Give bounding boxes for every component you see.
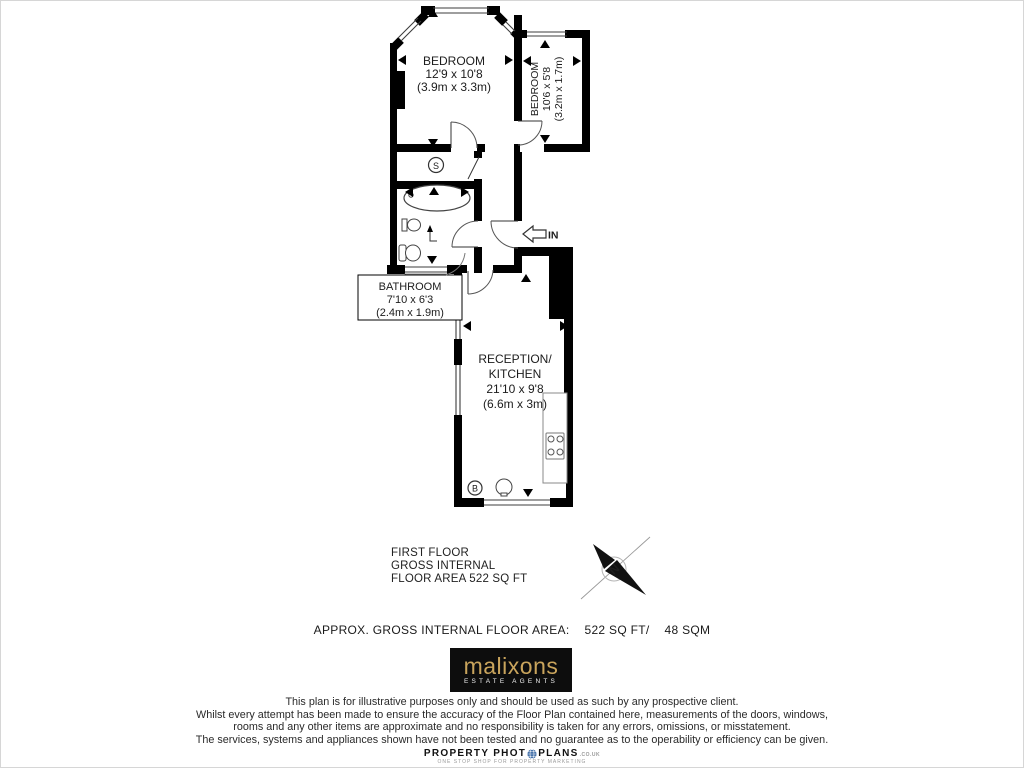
bathtub (404, 185, 470, 211)
svg-text:B: B (471, 483, 479, 494)
globe-icon (527, 749, 537, 759)
compass (581, 537, 650, 599)
disclaimer (1, 696, 1023, 747)
disclaimer-line4: The services, systems and appliances shown have not been tested and no guarantee as to the operability or efficiency can be given. (195, 734, 829, 747)
floor-summary (391, 547, 527, 587)
svg-text:(3.9m x 3.3m): (3.9m x 3.3m) (416, 80, 492, 94)
reception-label (478, 352, 552, 411)
bathroom-label (358, 253, 465, 320)
agency-subtitle: ESTATE AGENTS (463, 678, 559, 685)
door-swing-arrow (427, 225, 437, 241)
area-banner-metric: 48 SQM (664, 623, 711, 637)
entrance-arrow (523, 226, 559, 242)
svg-text:BEDROOM: BEDROOM (422, 54, 486, 68)
svg-text:RECEPTION/: RECEPTION/ (478, 352, 552, 366)
toilet (399, 245, 421, 261)
svg-text:(2.4m x 1.9m): (2.4m x 1.9m) (376, 307, 444, 319)
svg-text:(6.6m x 3m): (6.6m x 3m) (482, 397, 548, 411)
provider-logo (1, 748, 1023, 765)
agency-name: malixons (463, 653, 559, 679)
area-banner-imperial: 522 SQ FT/ (584, 623, 650, 637)
disclaimer-line1: This plan is for illustrative purposes only and should be used as such by any prospective client. (285, 696, 739, 708)
boiler-symbol (468, 481, 482, 495)
bedroom2-label (529, 57, 565, 122)
storage-symbol (429, 158, 444, 173)
floor-summary-line3: FLOOR AREA 522 SQ FT (391, 573, 528, 586)
svg-text:10'6 x 5'8: 10'6 x 5'8 (541, 66, 553, 112)
floor-summary-line2: GROSS INTERNAL (391, 560, 496, 573)
svg-text:(3.2m x 1.7m): (3.2m x 1.7m) (553, 56, 565, 122)
svg-text:7'10 x 6'3: 7'10 x 6'3 (386, 294, 434, 306)
svg-text:S: S (432, 161, 440, 171)
disclaimer-line3: rooms and any other items are approximate and no responsibility is taken for any errors, omissions, or misstatement. (233, 721, 791, 734)
provider-suffix: .CO.UK (579, 752, 601, 758)
svg-text:KITCHEN: KITCHEN (488, 367, 542, 381)
svg-text:IN: IN (548, 229, 559, 242)
north-label: N (606, 561, 623, 578)
hob (546, 433, 564, 459)
floor-summary-line1: FIRST FLOOR (391, 547, 470, 559)
area-banner-label: APPROX. GROSS INTERNAL FLOOR AREA: (313, 623, 570, 637)
provider-tagline: ONE STOP SHOP FOR PROPERTY MARKETING (437, 759, 587, 765)
provider-wordmark-left: PROPERTY PHOT (423, 748, 527, 759)
svg-text:BEDROOM: BEDROOM (529, 61, 541, 117)
basin (402, 219, 421, 231)
disclaimer-line2: Whilst every attempt has been made to ensure the accuracy of the Floor Plan contained here, measurements of the doors, windows, (196, 708, 828, 721)
area-banner (1, 623, 1023, 637)
bedroom1-label (417, 54, 491, 94)
svg-text:21'10 x 9'8: 21'10 x 9'8 (486, 382, 544, 396)
svg-text:12'9 x 10'8: 12'9 x 10'8 (425, 67, 483, 81)
kitchen-sink (496, 479, 512, 496)
agency-logo (450, 648, 572, 692)
svg-text:BATHROOM: BATHROOM (378, 281, 442, 293)
provider-wordmark-right: PLANS (538, 748, 579, 759)
